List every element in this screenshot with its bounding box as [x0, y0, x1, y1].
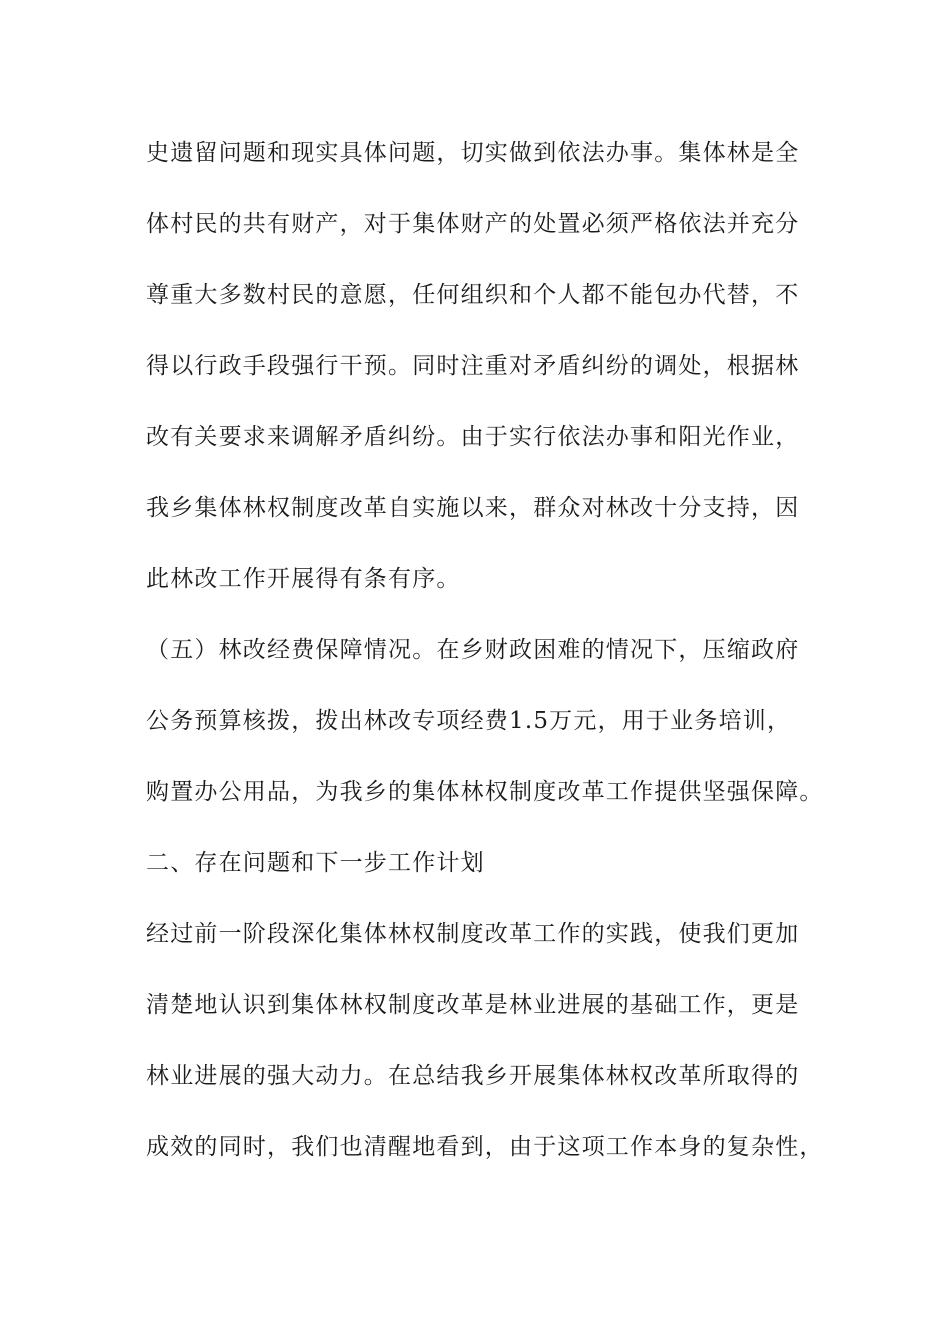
body-line: 成效的同时，我们也清醒地看到，由于这项工作本身的复杂性，: [146, 1134, 824, 1160]
section-heading-funding: （五）林改经费保障情况。在乡财政困难的情况下，压缩政府: [146, 637, 800, 663]
body-line: 经过前一阶段深化集体林权制度改革工作的实践，使我们更加: [146, 921, 800, 947]
body-line: 我乡集体林权制度改革自实施以来，群众对林改十分支持，因: [146, 495, 800, 521]
section-heading-problems: 二、存在问题和下一步工作计划: [146, 850, 485, 876]
body-line: 购置办公用品，为我乡的集体林权制度改革工作提供坚强保障。: [146, 779, 824, 805]
document-body: [146, 128, 824, 1193]
body-line: 体村民的共有财产，对于集体财产的处置必须严格依法并充分: [146, 211, 800, 237]
body-line: 林业进展的强大动力。在总结我乡开展集体林权改革所取得的: [146, 1063, 800, 1089]
body-line: 此林改工作开展得有条有序。: [146, 566, 461, 592]
body-line: 尊重大多数村民的意愿，任何组织和个人都不能包办代替，不: [146, 282, 800, 308]
body-line: 史遗留问题和现实具体问题，切实做到依法办事。集体林是全: [146, 140, 800, 166]
body-line: 清楚地认识到集体林权制度改革是林业进展的基础工作，更是: [146, 992, 800, 1018]
body-line: 公务预算核拨，拨出林改专项经费1.5万元，用于业务培训，: [146, 708, 792, 734]
body-line: 得以行政手段强行干预。同时注重对矛盾纠纷的调处，根据林: [146, 353, 800, 379]
body-line: 改有关要求来调解矛盾纠纷。由于实行依法办事和阳光作业，: [146, 424, 800, 450]
